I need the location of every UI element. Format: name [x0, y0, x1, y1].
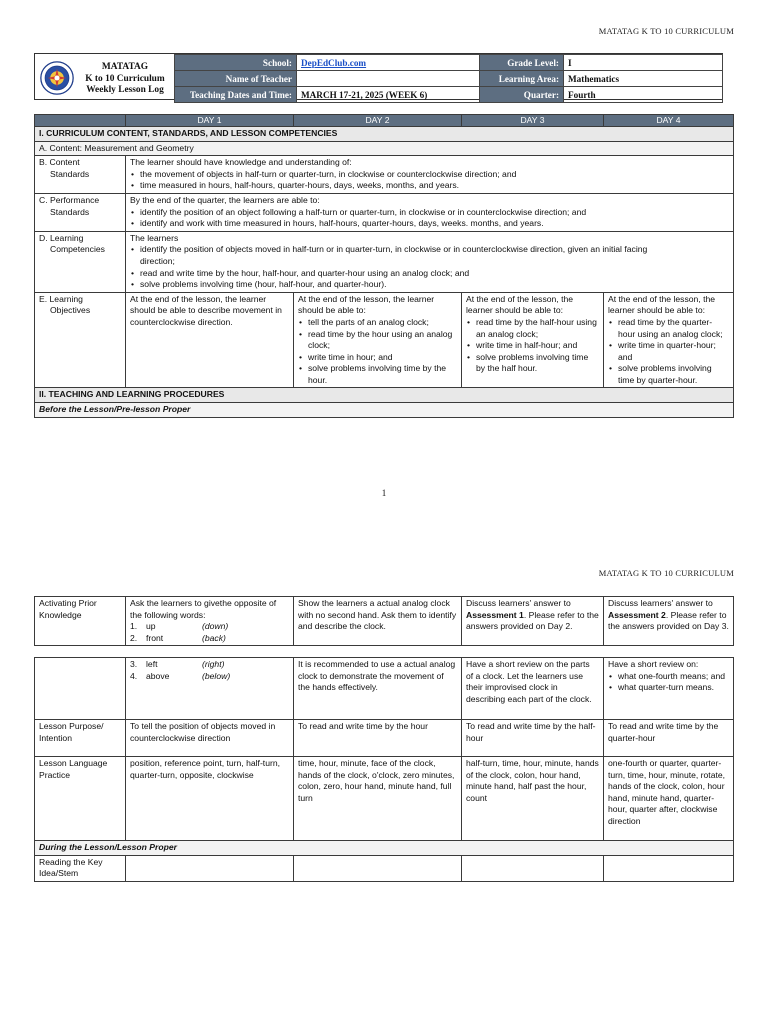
running-header-page-2: MATATAG K TO 10 CURRICULUM	[598, 568, 734, 578]
procedures-table	[34, 657, 734, 882]
word-item: 2. front (back)	[130, 632, 226, 643]
performance-standards-label: C. Performance Standards	[35, 193, 126, 231]
word-item: 4. above (below)	[130, 670, 231, 681]
activating-day-2: Show the learners a actual analog clock with no second hand. Ask them to identify and describe the clock.	[294, 597, 462, 646]
performance-standards-text: By the end of the quarter, the learners are able to: • identify the position of an object following a half-turn or quarter-turn, in clockwise or in counterclockwise direction; and • identify and work with time measured in hours, half-hours, quarter-hours, days, weeks. months, and years.	[126, 193, 734, 231]
day-4-header: DAY 4	[604, 115, 734, 127]
purpose-day-2: To read and write time by the hour	[294, 720, 462, 757]
school-label: School:	[175, 55, 297, 71]
objectives-label: E. Learning Objectives	[35, 292, 126, 388]
day-3-header: DAY 3	[462, 115, 604, 127]
activating-cont-label	[35, 658, 126, 720]
competencies-table	[34, 114, 734, 418]
during-lesson-row: During the Lesson/Lesson Proper	[35, 841, 734, 856]
language-day-2: time, hour, minute, face of the clock, hands of the clock, o'clock, zero minutes, colon, zero, hour hand, minute hand, full turn	[294, 757, 462, 841]
teacher-value	[297, 71, 480, 87]
purpose-day-4: To read and write time by the quarter-hour	[604, 720, 734, 757]
content-row: A. Content: Measurement and Geometry	[35, 141, 734, 156]
header-info-table	[174, 54, 723, 103]
language-label: Lesson Language Practice	[35, 757, 126, 841]
activating-day-1: Ask the learners to givethe opposite of the following words: 1. up (down) 2. front (back)	[126, 597, 294, 646]
competencies-label: D. Learning Competencies	[35, 231, 126, 292]
competencies-text: The learners • identify the position of objects moved in half-turn or in quarter-turn, in clockwise or in counterclockwise direction, given an initial facing direction; • read and write time by the hour, half-hour, and quarter-hour using an analog clock; and • solve problems involving time (hour, half-hour, and quarter-hour).	[126, 231, 734, 292]
language-day-3: half-turn, time, hour, minute, hands of the clock, colon, hour hand, minute hand, half past the hour, count	[462, 757, 604, 841]
reading-day-3	[462, 855, 604, 881]
section-procedures: II. TEACHING AND LEARNING PROCEDURES	[35, 388, 734, 403]
objectives-day-1: At the end of the lesson, the learner should be able to describe movement in counterclockwise direction.	[126, 292, 294, 388]
grade-value: I	[564, 55, 723, 71]
deped-seal-icon	[40, 61, 74, 95]
reading-label: Reading the Key Idea/Stem	[35, 855, 126, 881]
logo-title: MATATAG K to 10 Curriculum Weekly Lesson Log	[85, 62, 165, 95]
word-item: 3. left (right)	[130, 659, 225, 669]
school-link[interactable]: DepEdClub.com	[301, 57, 367, 68]
day-1-header: DAY 1	[126, 115, 294, 127]
language-day-4: one-fourth or quarter, quarter-turn, time, hour, minute, rotate, hands of the clock, colon, hour hand, minute hand, quarter-hour, quarter after, clockwise direction	[604, 757, 734, 841]
running-header: MATATAG K TO 10 CURRICULUM	[598, 26, 734, 36]
teacher-label: Name of Teacher	[175, 71, 297, 87]
activating-cont-day-1	[126, 658, 294, 720]
activating-cont-day-2: It is recommended to use a actual analog clock to demonstrate the movement of the hands effectively.	[294, 658, 462, 720]
content-standards-text: The learner should have knowledge and understanding of: • the movement of objects in half-turn or quarter-turn, in clockwise or counterclockwise direction; and • time measured in hours, half-hours, quarter-hours, days, weeks, months, and years.	[126, 156, 734, 194]
before-lesson-row: Before the Lesson/Pre-lesson Proper	[35, 403, 734, 418]
page-number: 1	[381, 488, 387, 498]
logo-cell	[35, 54, 175, 99]
activating-day-3: Discuss learners' answer to Assessment 1. Please refer to the answers provided on Day 2.	[462, 597, 604, 646]
language-day-1: position, reference point, turn, half-turn, quarter-turn, opposite, clockwise	[126, 757, 294, 841]
purpose-day-1: To tell the position of objects moved in counterclockwise direction	[126, 720, 294, 757]
grade-label: Grade Level:	[480, 55, 564, 71]
section-curriculum: I. CURRICULUM CONTENT, STANDARDS, AND LESSON COMPETENCIES	[35, 127, 734, 142]
activating-label: Activating Prior Knowledge	[35, 597, 126, 646]
reading-day-4	[604, 855, 734, 881]
purpose-label: Lesson Purpose/ Intention	[35, 720, 126, 757]
activating-cont-day-4: Have a short review on: • what one-fourth means; and • what quarter-turn means.	[604, 658, 734, 720]
area-label: Learning Area:	[480, 71, 564, 87]
school-value[interactable]	[297, 55, 480, 71]
objectives-day-3: At the end of the lesson, the learner should be able to: • read time by the half-hour using an analog clock; • write time in half-hour; and • solve problems involving time by the half hour.	[462, 292, 604, 388]
objectives-day-4: At the end of the lesson, the learner should be able to: • read time by the quarter-hour using an analog clock; • write time in quarter-hour; and • solve problems involving time by quarter-hour.	[604, 292, 734, 388]
dates-value: MARCH 17-21, 2025 (WEEK 6)	[297, 87, 480, 103]
objectives-day-2: At the end of the lesson, the learner should be able to: • tell the parts of an analog clock; • read time by the hour using an analog clock; • write time in hour; and • solve problems involving time by the hour.	[294, 292, 462, 388]
quarter-value: Fourth	[564, 87, 723, 103]
reading-day-2	[294, 855, 462, 881]
area-value: Mathematics	[564, 71, 723, 87]
day-2-header: DAY 2	[294, 115, 462, 127]
reading-day-1	[126, 855, 294, 881]
lesson-log-header	[34, 53, 723, 100]
purpose-day-3: To read and write time by the half-hour	[462, 720, 604, 757]
activating-table	[34, 596, 734, 646]
activating-cont-day-3: Have a short review on the parts of a clock. Let the learners use their improvised clock in describing each part of the clock.	[462, 658, 604, 720]
quarter-label: Quarter:	[480, 87, 564, 103]
word-item: 1. up (down)	[130, 621, 229, 632]
dates-label: Teaching Dates and Time:	[175, 87, 297, 103]
days-header-blank	[35, 115, 126, 127]
content-standards-label: B. Content Standards	[35, 156, 126, 194]
activating-day-4: Discuss learners' answer to Assessment 2. Please refer to the answers provided on Day 3.	[604, 597, 734, 646]
